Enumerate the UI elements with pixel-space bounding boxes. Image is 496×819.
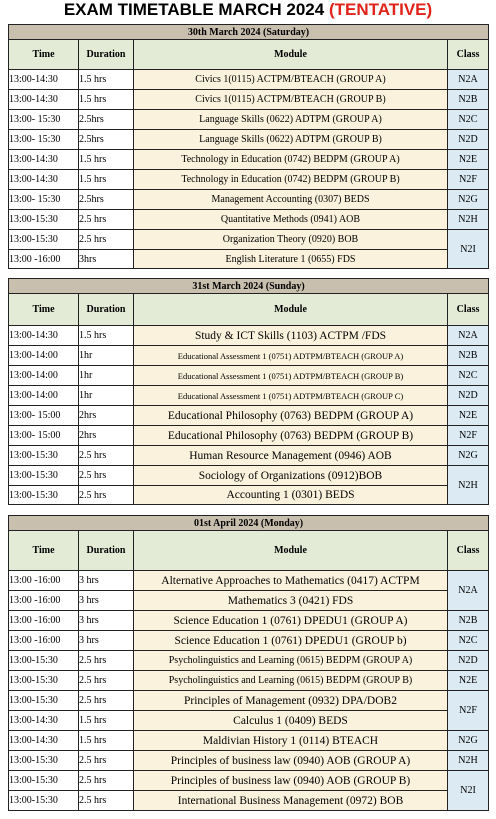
time-cell: 13:00-15:30 bbox=[9, 791, 79, 811]
class-cell: N2E bbox=[448, 406, 489, 426]
module-cell: Principles of business law (0940) AOB (GROUP A) bbox=[134, 751, 448, 771]
class-cell: N2H bbox=[448, 751, 489, 771]
time-cell: 13:00 -16:00 bbox=[9, 591, 79, 611]
table-row bbox=[9, 571, 489, 591]
time-cell: 13:00-15:30 bbox=[9, 466, 79, 486]
time-cell: 13:00-14:30 bbox=[9, 731, 79, 751]
class-cell: N2H bbox=[448, 210, 489, 230]
table-row bbox=[9, 230, 489, 250]
header-class: Class bbox=[448, 531, 489, 571]
class-cell: N2G bbox=[448, 446, 489, 466]
time-cell: 13:00-15:30 bbox=[9, 230, 79, 250]
class-cell: N2F bbox=[448, 426, 489, 446]
timetable-day-2 bbox=[8, 278, 489, 505]
header-module: Module bbox=[134, 40, 448, 70]
time-cell: 13:00- 15:30 bbox=[9, 190, 79, 210]
module-cell: Educational Philosophy (0763) BEDPM (GROUP B) bbox=[134, 426, 448, 446]
time-cell: 13:00 -16:00 bbox=[9, 631, 79, 651]
time-cell: 13:00-14:00 bbox=[9, 386, 79, 406]
class-cell: N2D bbox=[448, 651, 489, 671]
table-row bbox=[9, 611, 489, 631]
module-cell: Educational Assessment 1 (0751) ADTPM/BTEACH (GROUP A) bbox=[134, 346, 448, 366]
module-cell: Organization Theory (0920) BOB bbox=[134, 230, 448, 250]
duration-cell: 2.5 hrs bbox=[79, 791, 134, 811]
table-row bbox=[9, 791, 489, 811]
duration-cell: 3 hrs bbox=[79, 631, 134, 651]
header-duration: Duration bbox=[79, 294, 134, 326]
header-module: Module bbox=[134, 294, 448, 326]
table-row bbox=[9, 406, 489, 426]
table-row bbox=[9, 190, 489, 210]
header-time: Time bbox=[9, 294, 79, 326]
table-row bbox=[9, 466, 489, 486]
module-cell: Educational Philosophy (0763) BEDPM (GROUP A) bbox=[134, 406, 448, 426]
time-cell: 13:00 -16:00 bbox=[9, 250, 79, 269]
table-row bbox=[9, 210, 489, 230]
table-row bbox=[9, 631, 489, 651]
table-row bbox=[9, 711, 489, 731]
table-row bbox=[9, 446, 489, 466]
class-cell: N2E bbox=[448, 150, 489, 170]
time-cell: 13:00 -16:00 bbox=[9, 611, 79, 631]
page-title bbox=[0, 0, 496, 20]
class-cell: N2I bbox=[448, 230, 489, 269]
day-heading: 30th March 2024 (Saturday) bbox=[9, 25, 489, 40]
header-time: Time bbox=[9, 40, 79, 70]
duration-cell: 3hrs bbox=[79, 250, 134, 269]
table-row bbox=[9, 130, 489, 150]
time-cell: 13:00-15:30 bbox=[9, 210, 79, 230]
table-row bbox=[9, 346, 489, 366]
table-row bbox=[9, 651, 489, 671]
timetable-day-3 bbox=[8, 515, 489, 811]
class-cell: N2H bbox=[448, 466, 489, 505]
time-cell: 13:00-15:30 bbox=[9, 691, 79, 711]
table-row bbox=[9, 751, 489, 771]
duration-cell: 2hrs bbox=[79, 406, 134, 426]
duration-cell: 1hr bbox=[79, 346, 134, 366]
table-row bbox=[9, 591, 489, 611]
module-cell: Principles of Management (0932) DPA/DOB2 bbox=[134, 691, 448, 711]
duration-cell: 2.5 hrs bbox=[79, 671, 134, 691]
time-cell: 13:00-14:30 bbox=[9, 90, 79, 110]
time-cell: 13:00-14:00 bbox=[9, 346, 79, 366]
table-row bbox=[9, 771, 489, 791]
day-heading: 31st March 2024 (Sunday) bbox=[9, 279, 489, 294]
module-cell: Science Education 1 (0761) DPEDU1 (GROUP b) bbox=[134, 631, 448, 651]
class-cell: N2G bbox=[448, 731, 489, 751]
duration-cell: 1.5 hrs bbox=[79, 170, 134, 190]
table-row bbox=[9, 671, 489, 691]
time-cell: 13:00-14:30 bbox=[9, 70, 79, 90]
duration-cell: 2.5 hrs bbox=[79, 466, 134, 486]
module-cell: Civics 1(0115) ACTPM/BTEACH (GROUP B) bbox=[134, 90, 448, 110]
day-heading: 01st April 2024 (Monday) bbox=[9, 516, 489, 531]
class-cell: N2A bbox=[448, 70, 489, 90]
duration-cell: 2.5 hrs bbox=[79, 771, 134, 791]
time-cell: 13:00- 15:00 bbox=[9, 406, 79, 426]
module-cell: Accounting 1 (0301) BEDS bbox=[134, 486, 448, 505]
table-row bbox=[9, 90, 489, 110]
table-row bbox=[9, 110, 489, 130]
duration-cell: 2.5 hrs bbox=[79, 691, 134, 711]
duration-cell: 3 hrs bbox=[79, 571, 134, 591]
time-cell: 13:00- 15:30 bbox=[9, 130, 79, 150]
module-cell: Language Skills (0622) ADTPM (GROUP A) bbox=[134, 110, 448, 130]
class-cell: N2B bbox=[448, 611, 489, 631]
class-cell: N2F bbox=[448, 170, 489, 190]
module-cell: Principles of business law (0940) AOB (GROUP B) bbox=[134, 771, 448, 791]
module-cell: Quantitative Methods (0941) AOB bbox=[134, 210, 448, 230]
class-cell: N2B bbox=[448, 90, 489, 110]
time-cell: 13:00-14:30 bbox=[9, 150, 79, 170]
time-cell: 13:00- 15:30 bbox=[9, 110, 79, 130]
time-cell: 13:00-15:30 bbox=[9, 651, 79, 671]
duration-cell: 2.5 hrs bbox=[79, 210, 134, 230]
module-cell: Maldivian History 1 (0114) BTEACH bbox=[134, 731, 448, 751]
module-cell: Sociology of Organizations (0912)BOB bbox=[134, 466, 448, 486]
module-cell: Technology in Education (0742) BEDPM (GROUP A) bbox=[134, 150, 448, 170]
time-cell: 13:00-14:30 bbox=[9, 170, 79, 190]
header-time: Time bbox=[9, 531, 79, 571]
table-row bbox=[9, 326, 489, 346]
table-row bbox=[9, 70, 489, 90]
time-cell: 13:00-15:30 bbox=[9, 771, 79, 791]
module-cell: Management Accounting (0307) BEDS bbox=[134, 190, 448, 210]
module-cell: Language Skills (0622) ADTPM (GROUP B) bbox=[134, 130, 448, 150]
time-cell: 13:00- 15:00 bbox=[9, 426, 79, 446]
table-row bbox=[9, 426, 489, 446]
time-cell: 13:00-15:30 bbox=[9, 751, 79, 771]
table-row bbox=[9, 366, 489, 386]
module-cell: Science Education 1 (0761) DPEDU1 (GROUP A) bbox=[134, 611, 448, 631]
time-cell: 13:00-14:30 bbox=[9, 711, 79, 731]
duration-cell: 3 hrs bbox=[79, 591, 134, 611]
class-cell: N2E bbox=[448, 671, 489, 691]
timetable-day-1 bbox=[8, 24, 489, 269]
table-row bbox=[9, 691, 489, 711]
duration-cell: 2.5hrs bbox=[79, 110, 134, 130]
time-cell: 13:00-14:30 bbox=[9, 326, 79, 346]
time-cell: 13:00-14:00 bbox=[9, 366, 79, 386]
duration-cell: 3 hrs bbox=[79, 611, 134, 631]
duration-cell: 1.5 hrs bbox=[79, 711, 134, 731]
table-row bbox=[9, 486, 489, 505]
class-cell: N2A bbox=[448, 571, 489, 611]
duration-cell: 2.5 hrs bbox=[79, 446, 134, 466]
duration-cell: 1.5 hrs bbox=[79, 150, 134, 170]
duration-cell: 1.5 hrs bbox=[79, 90, 134, 110]
module-cell: Psycholinguistics and Learning (0615) BEDPM (GROUP A) bbox=[134, 651, 448, 671]
class-cell: N2D bbox=[448, 130, 489, 150]
class-cell: N2A bbox=[448, 326, 489, 346]
time-cell: 13:00-15:30 bbox=[9, 671, 79, 691]
class-cell: N2C bbox=[448, 366, 489, 386]
module-cell: Psycholinguistics and Learning (0615) BEDPM (GROUP B) bbox=[134, 671, 448, 691]
table-row bbox=[9, 150, 489, 170]
title-tentative-tag: (TENTATIVE) bbox=[328, 0, 433, 19]
duration-cell: 2.5hrs bbox=[79, 130, 134, 150]
table-row bbox=[9, 250, 489, 269]
class-cell: N2G bbox=[448, 190, 489, 210]
duration-cell: 1.5 hrs bbox=[79, 326, 134, 346]
duration-cell: 1hr bbox=[79, 366, 134, 386]
table-row bbox=[9, 386, 489, 406]
class-cell: N2I bbox=[448, 771, 489, 811]
module-cell: Alternative Approaches to Mathematics (0417) ACTPM bbox=[134, 571, 448, 591]
title-main: EXAM TIMETABLE MARCH 2024 bbox=[63, 0, 325, 19]
class-cell: N2F bbox=[448, 691, 489, 731]
header-class: Class bbox=[448, 40, 489, 70]
duration-cell: 2.5 hrs bbox=[79, 486, 134, 505]
duration-cell: 1.5 hrs bbox=[79, 731, 134, 751]
module-cell: Civics 1(0115) ACTPM/BTEACH (GROUP A) bbox=[134, 70, 448, 90]
module-cell: Educational Assessment 1 (0751) ADTPM/BTEACH (GROUP B) bbox=[134, 366, 448, 386]
duration-cell: 2.5 hrs bbox=[79, 751, 134, 771]
class-cell: N2D bbox=[448, 386, 489, 406]
module-cell: International Business Management (0972) BOB bbox=[134, 791, 448, 811]
duration-cell: 1.5 hrs bbox=[79, 70, 134, 90]
time-cell: 13:00 -16:00 bbox=[9, 571, 79, 591]
module-cell: English Literature 1 (0655) FDS bbox=[134, 250, 448, 269]
module-cell: Calculus 1 (0409) BEDS bbox=[134, 711, 448, 731]
duration-cell: 1hr bbox=[79, 386, 134, 406]
module-cell: Educational Assessment 1 (0751) ADTPM/BTEACH (GROUP C) bbox=[134, 386, 448, 406]
class-cell: N2C bbox=[448, 110, 489, 130]
module-cell: Study & ICT Skills (1103) ACTPM /FDS bbox=[134, 326, 448, 346]
table-row bbox=[9, 170, 489, 190]
table-row bbox=[9, 731, 489, 751]
time-cell: 13:00-15:30 bbox=[9, 446, 79, 466]
class-cell: N2C bbox=[448, 631, 489, 651]
time-cell: 13:00-15:30 bbox=[9, 486, 79, 505]
header-duration: Duration bbox=[79, 531, 134, 571]
duration-cell: 2.5hrs bbox=[79, 190, 134, 210]
duration-cell: 2.5 hrs bbox=[79, 230, 134, 250]
duration-cell: 2hrs bbox=[79, 426, 134, 446]
duration-cell: 2.5 hrs bbox=[79, 651, 134, 671]
module-cell: Human Resource Management (0946) AOB bbox=[134, 446, 448, 466]
module-cell: Mathematics 3 (0421) FDS bbox=[134, 591, 448, 611]
header-duration: Duration bbox=[79, 40, 134, 70]
class-cell: N2B bbox=[448, 346, 489, 366]
header-class: Class bbox=[448, 294, 489, 326]
header-module: Module bbox=[134, 531, 448, 571]
module-cell: Technology in Education (0742) BEDPM (GROUP B) bbox=[134, 170, 448, 190]
